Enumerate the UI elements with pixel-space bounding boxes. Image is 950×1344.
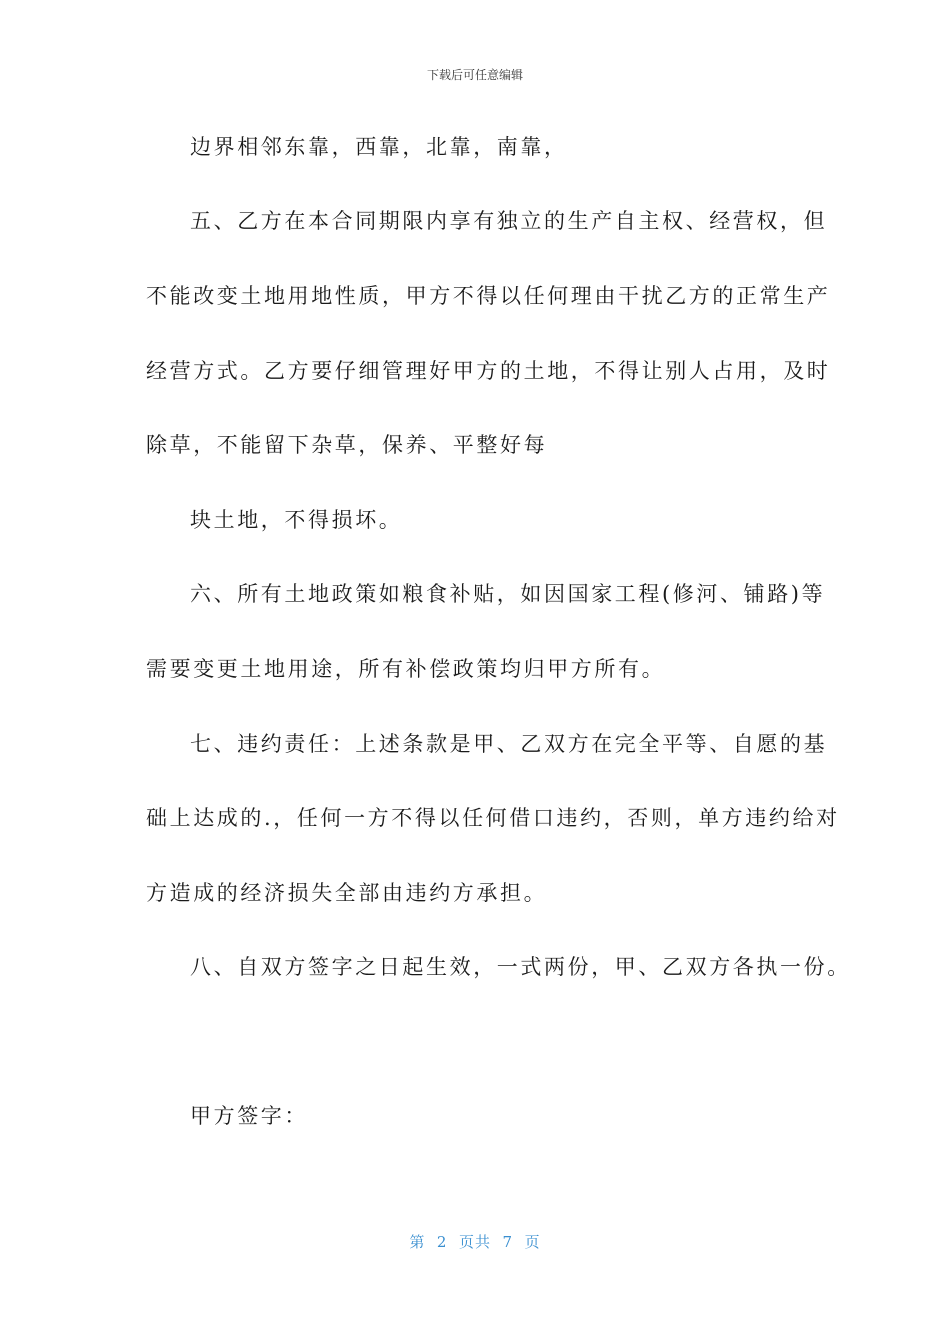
clause-5-line-4: 除草，不能留下杂草，保养、平整好每 [146, 433, 548, 457]
text-line-boundary: 边界相邻东靠，西靠，北靠，南靠， [190, 135, 568, 159]
header-note: 下载后可任意编辑 [426, 68, 523, 82]
page-number: 第 2 页共 7 页 [409, 1233, 541, 1251]
clause-7-line-3: 方造成的经济损失全部由违约方承担。 [146, 881, 548, 905]
clause-5-line-5: 块土地，不得损坏。 [190, 508, 403, 532]
clause-7-line-2: 础上达成的.，任何一方不得以任何借口违约，否则，单方违约给对 [146, 806, 840, 830]
clause-6-line-2: 需要变更土地用途，所有补偿政策均归甲方所有。 [146, 657, 666, 681]
clause-7-line-1: 七、违约责任：上述条款是甲、乙双方在完全平等、自愿的基 [190, 732, 828, 756]
clause-5-line-3: 经营方式。乙方要仔细管理好甲方的土地，不得让别人占用，及时 [146, 359, 831, 383]
clause-6-line-1: 六、所有土地政策如粮食补贴，如因国家工程(修河、铺路)等 [190, 582, 826, 606]
party-a-signature-label: 甲方签字： [190, 1104, 308, 1128]
clause-5-line-2: 不能改变土地用地性质，甲方不得以任何理由干扰乙方的正常生产 [146, 284, 831, 308]
clause-5-line-1: 五、乙方在本合同期限内享有独立的生产自主权、经营权，但 [190, 209, 828, 233]
clause-8-line-1: 八、自双方签字之日起生效，一式两份，甲、乙双方各执一份。 [190, 955, 851, 979]
